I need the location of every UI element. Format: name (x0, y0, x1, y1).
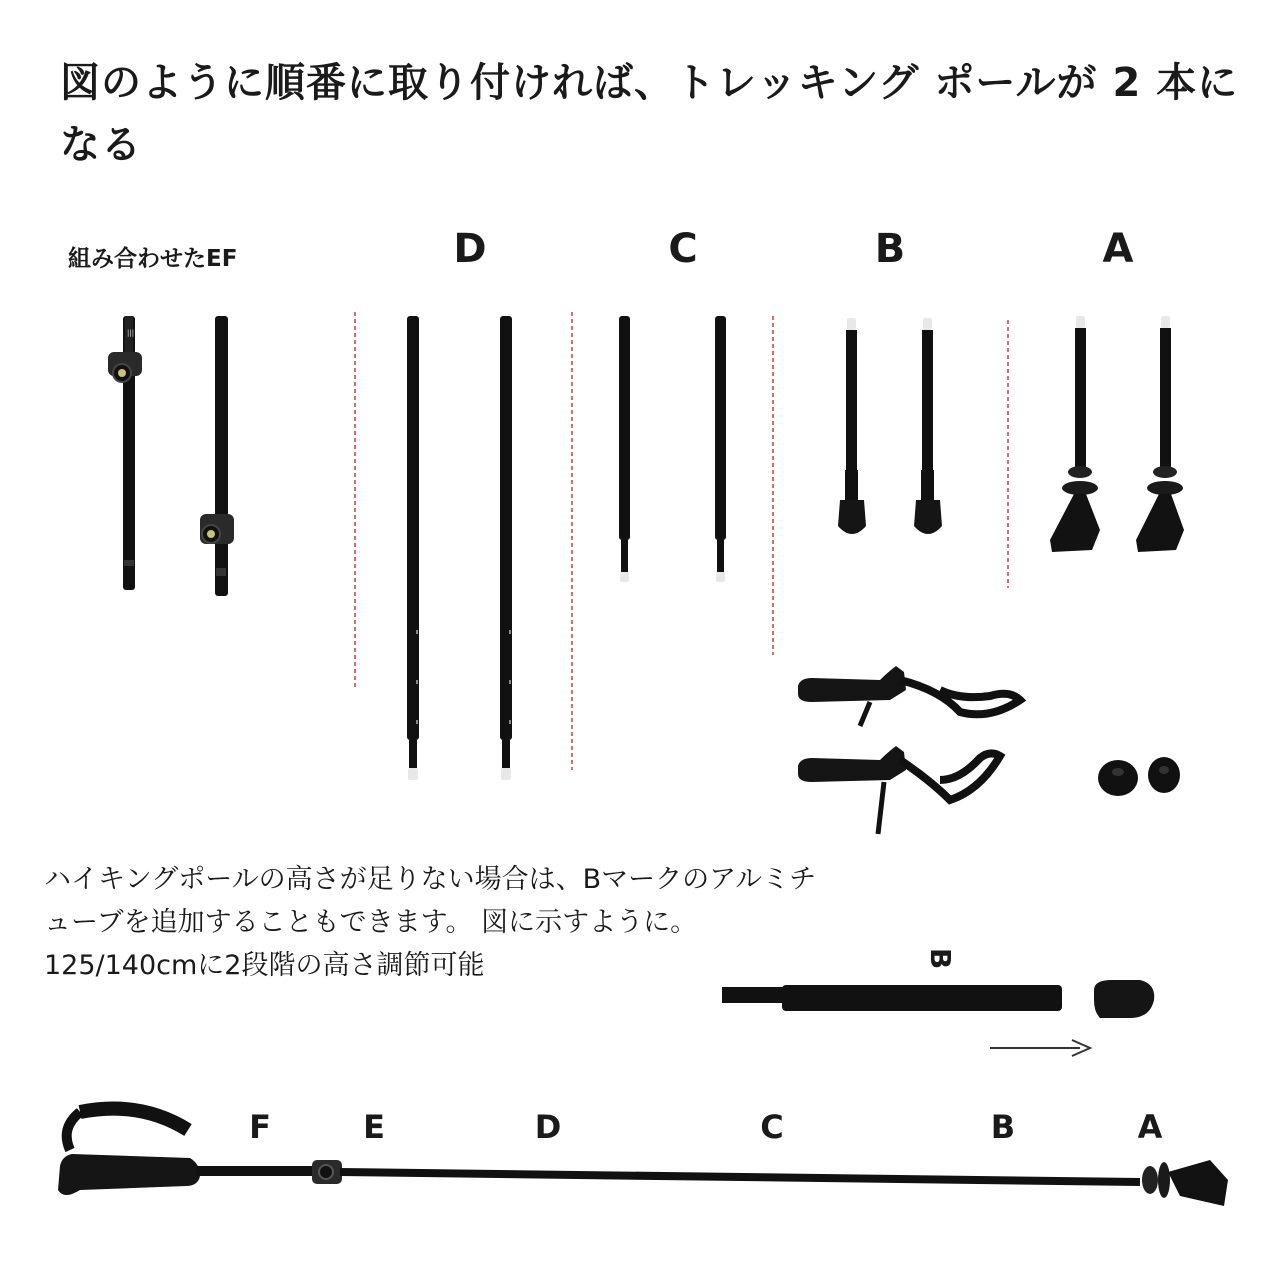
d-pole-right (500, 316, 512, 780)
c-pole-right (715, 316, 726, 582)
d-pole-left (407, 316, 419, 780)
assembled-label-d: D (534, 1108, 562, 1146)
grip-with-strap-top (798, 666, 1020, 726)
tip-cap-left (1098, 760, 1138, 796)
b-pole-right (914, 318, 942, 534)
assembled-label-e: E (363, 1108, 385, 1146)
assembled-pole (58, 1109, 1228, 1206)
assembled-label-c: C (760, 1108, 784, 1146)
tip-cap-right (1148, 757, 1180, 793)
tip-caps (1098, 757, 1180, 796)
extension-label-b: B (924, 947, 958, 970)
label-section-b: B (874, 226, 906, 272)
label-section-a: A (1102, 226, 1134, 272)
a-pole-right (1136, 316, 1184, 552)
assembled-label-b: B (990, 1108, 1016, 1146)
grip-with-strap-bottom (798, 746, 1000, 834)
label-section-d: D (453, 226, 487, 272)
extension-b-tube (722, 980, 1154, 1056)
page-title: 図のように順番に取り付ければ、トレッキング ポールが 2 本になる (60, 60, 1239, 168)
c-pole-left (619, 316, 630, 582)
ef-pole-left (108, 316, 142, 590)
label-section-c: C (668, 226, 698, 272)
assembled-label-a: A (1137, 1108, 1163, 1146)
b-pole-left (838, 318, 866, 534)
label-combined-ef: 組み合わせたEF (68, 246, 238, 272)
section-dividers (355, 312, 1008, 770)
svg-text:|||: ||| (127, 329, 135, 337)
a-pole-left (1050, 316, 1100, 552)
assembled-label-f: F (249, 1108, 271, 1146)
ef-pole-right (200, 316, 234, 596)
height-note: ハイキングポールの高さが足りない場合は、Bマークのアルミチューブを追加することもできます。 図に示すように。125/140cmに2段階の高さ調節可能 (44, 864, 817, 981)
